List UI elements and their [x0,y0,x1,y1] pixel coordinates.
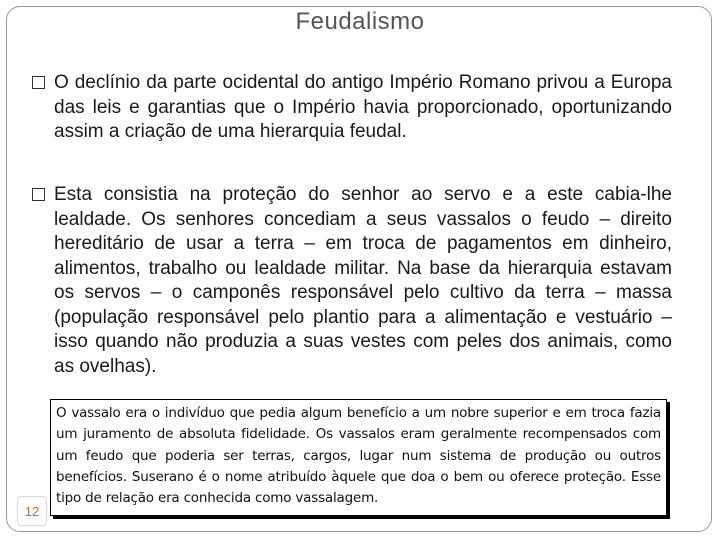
bullet-text: O declínio da parte ocidental do antigo Império Romano privou a Europa das leis e garantias que o Império havia proporcionado, oportunizando assim a criação de uma hierarquia feudal. [54,72,672,142]
square-bullet-icon [32,188,45,201]
bullet-item [32,183,672,379]
bullet-text: Esta consistia na proteção do senhor ao servo e a este cabia-lhe lealdade. Os senhores concediam a seus vassalos o feudo – direito hereditário de usar a terra – em troca de pagamentos em dinheiro, alimentos, trabalho ou lealdade militar. Na base da hierarquia estavam os servos – o camponês responsável pelo cultivo da terra – massa (população responsável pelo plantio para a alimentação e vestuário – isso quando não produzia a suas vestes com peles dos animais, como as ovelhas). [54,184,672,377]
note-box: O vassalo era o indivíduo que pedia algum benefício a um nobre superior e em troca fazia um juramento de absoluta fidelidade. Os vassalos eram geralmente recompensados com um feudo que poderia ser terras, cargos, lugar num sistema de produção ou outros benefícios. Suserano é o nome atribuído àquele que doa o bem ou oferece proteção. Esse tipo de relação era conhecida como vassalagem. [50,399,667,516]
square-bullet-icon [32,76,45,89]
page-number: 12 [17,496,47,526]
bullet-item [32,71,672,145]
slide-title: Feudalismo [295,8,425,35]
